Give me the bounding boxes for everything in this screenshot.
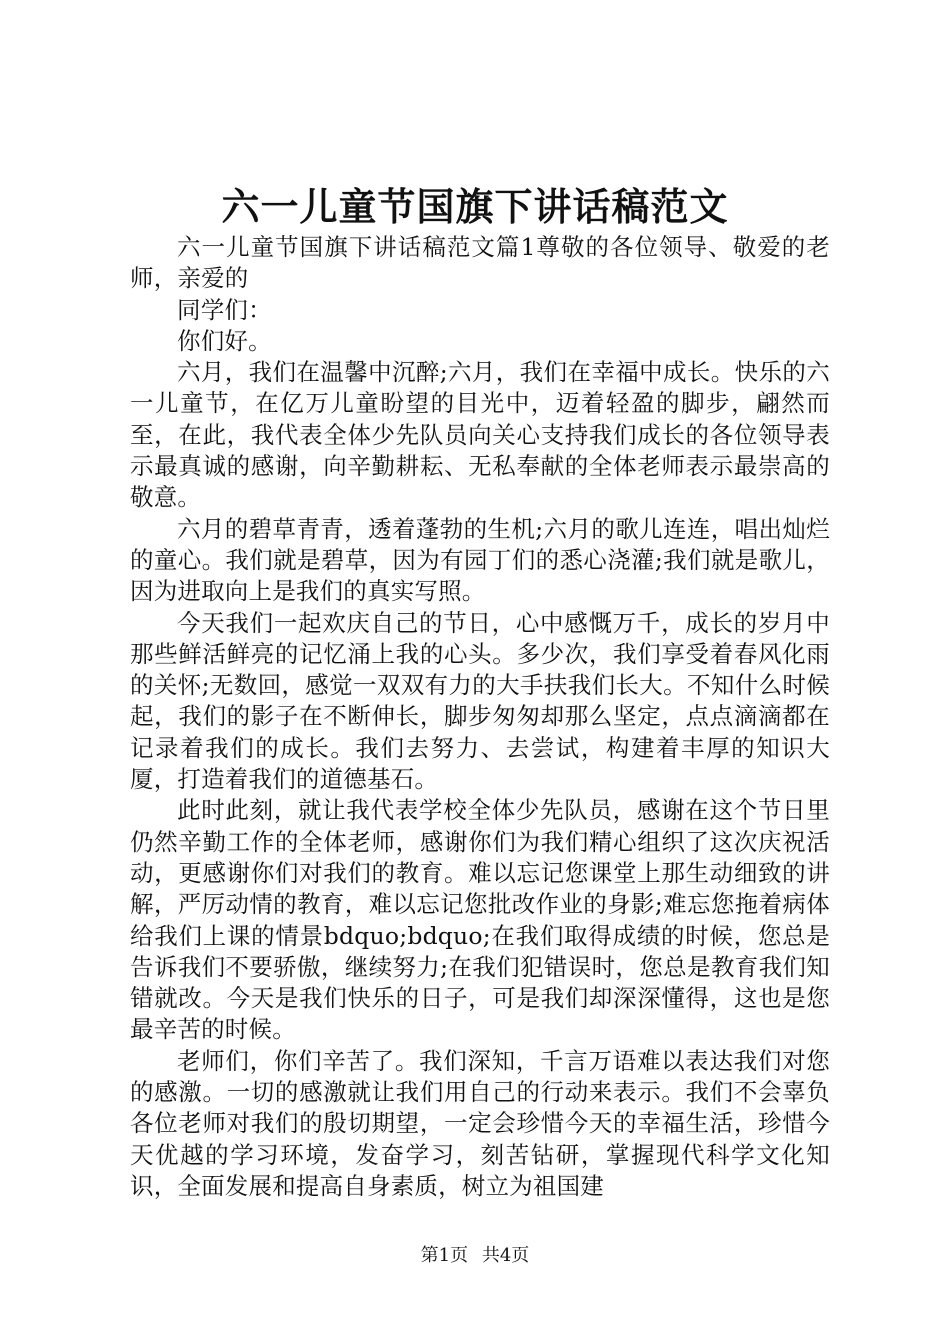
paragraph: 六月的碧草青青，透着蓬勃的生机;六月的歌儿连连，唱出灿烂的童心。我们就是碧草，因为有园丁们的悉心浇灌;我们就是歌儿，因为进取向上是我们的真实写照。 xyxy=(130,514,830,606)
page-total: 共4页 xyxy=(481,1245,530,1266)
page-footer xyxy=(0,1244,950,1268)
paragraph: 今天我们一起欢庆自己的节日，心中感慨万千，成长的岁月中那些鲜活鲜亮的记忆涌上我的心头。多少次，我们享受着春风化雨的关怀;无数回，感觉一双双有力的大手扶我们长大。不知什么时候起，我们的影子在不断伸长，脚步匆匆却那么坚定，点点滴滴都在记录着我们的成长。我们去努力、去尝试，构建着丰厚的知识大厦，打造着我们的道德基石。 xyxy=(130,608,830,794)
paragraph: 此时此刻，就让我代表学校全体少先队员，感谢在这个节日里仍然辛勤工作的全体老师，感谢你们为我们精心组织了这次庆祝活动，更感谢你们对我们的教育。难以忘记您课堂上那生动细致的讲解，严厉动情的教育，难以忘记您批改作业的身影;难忘您拖着病体给我们上课的情景bdquo;bdquo;在我们取得成绩的时候，您总是告诉我们不要骄傲，继续努力;在我们犯错误时，您总是教育我们知错就改。今天是我们快乐的日子，可是我们却深深懂得，这也是您最辛苦的时候。 xyxy=(130,796,830,1044)
paragraph: 六一儿童节国旗下讲话稿范文篇1尊敬的各位领导、敬爱的老师，亲爱的 xyxy=(130,233,830,293)
document-body xyxy=(130,232,830,1202)
paragraph: 老师们，你们辛苦了。我们深知，千言万语难以表达我们对您的感激。一切的感激就让我们用自己的行动来表示。我们不会辜负各位老师对我们的殷切期望，一定会珍惜今天的幸福生活，珍惜今天优越的学习环境，发奋学习，刻苦钻研，掌握现代科学文化知识，全面发展和提高自身素质，树立为祖国建 xyxy=(130,1046,830,1200)
document-title: 六一儿童节国旗下讲话稿范文 xyxy=(221,184,729,229)
paragraph: 你们好。 xyxy=(177,326,272,355)
paragraph: 同学们： xyxy=(177,295,272,324)
page-number: 第1页 xyxy=(420,1245,469,1266)
paragraph: 六月，我们在温馨中沉醉;六月，我们在幸福中成长。快乐的六一儿童节，在亿万儿童盼望的目光中，迈着轻盈的脚步，翩然而至，在此，我代表全体少先队员向关心支持我们成长的各位领导表示最真诚的感谢，向辛勤耕耘、无私奉献的全体老师表示最崇高的敬意。 xyxy=(130,358,830,512)
